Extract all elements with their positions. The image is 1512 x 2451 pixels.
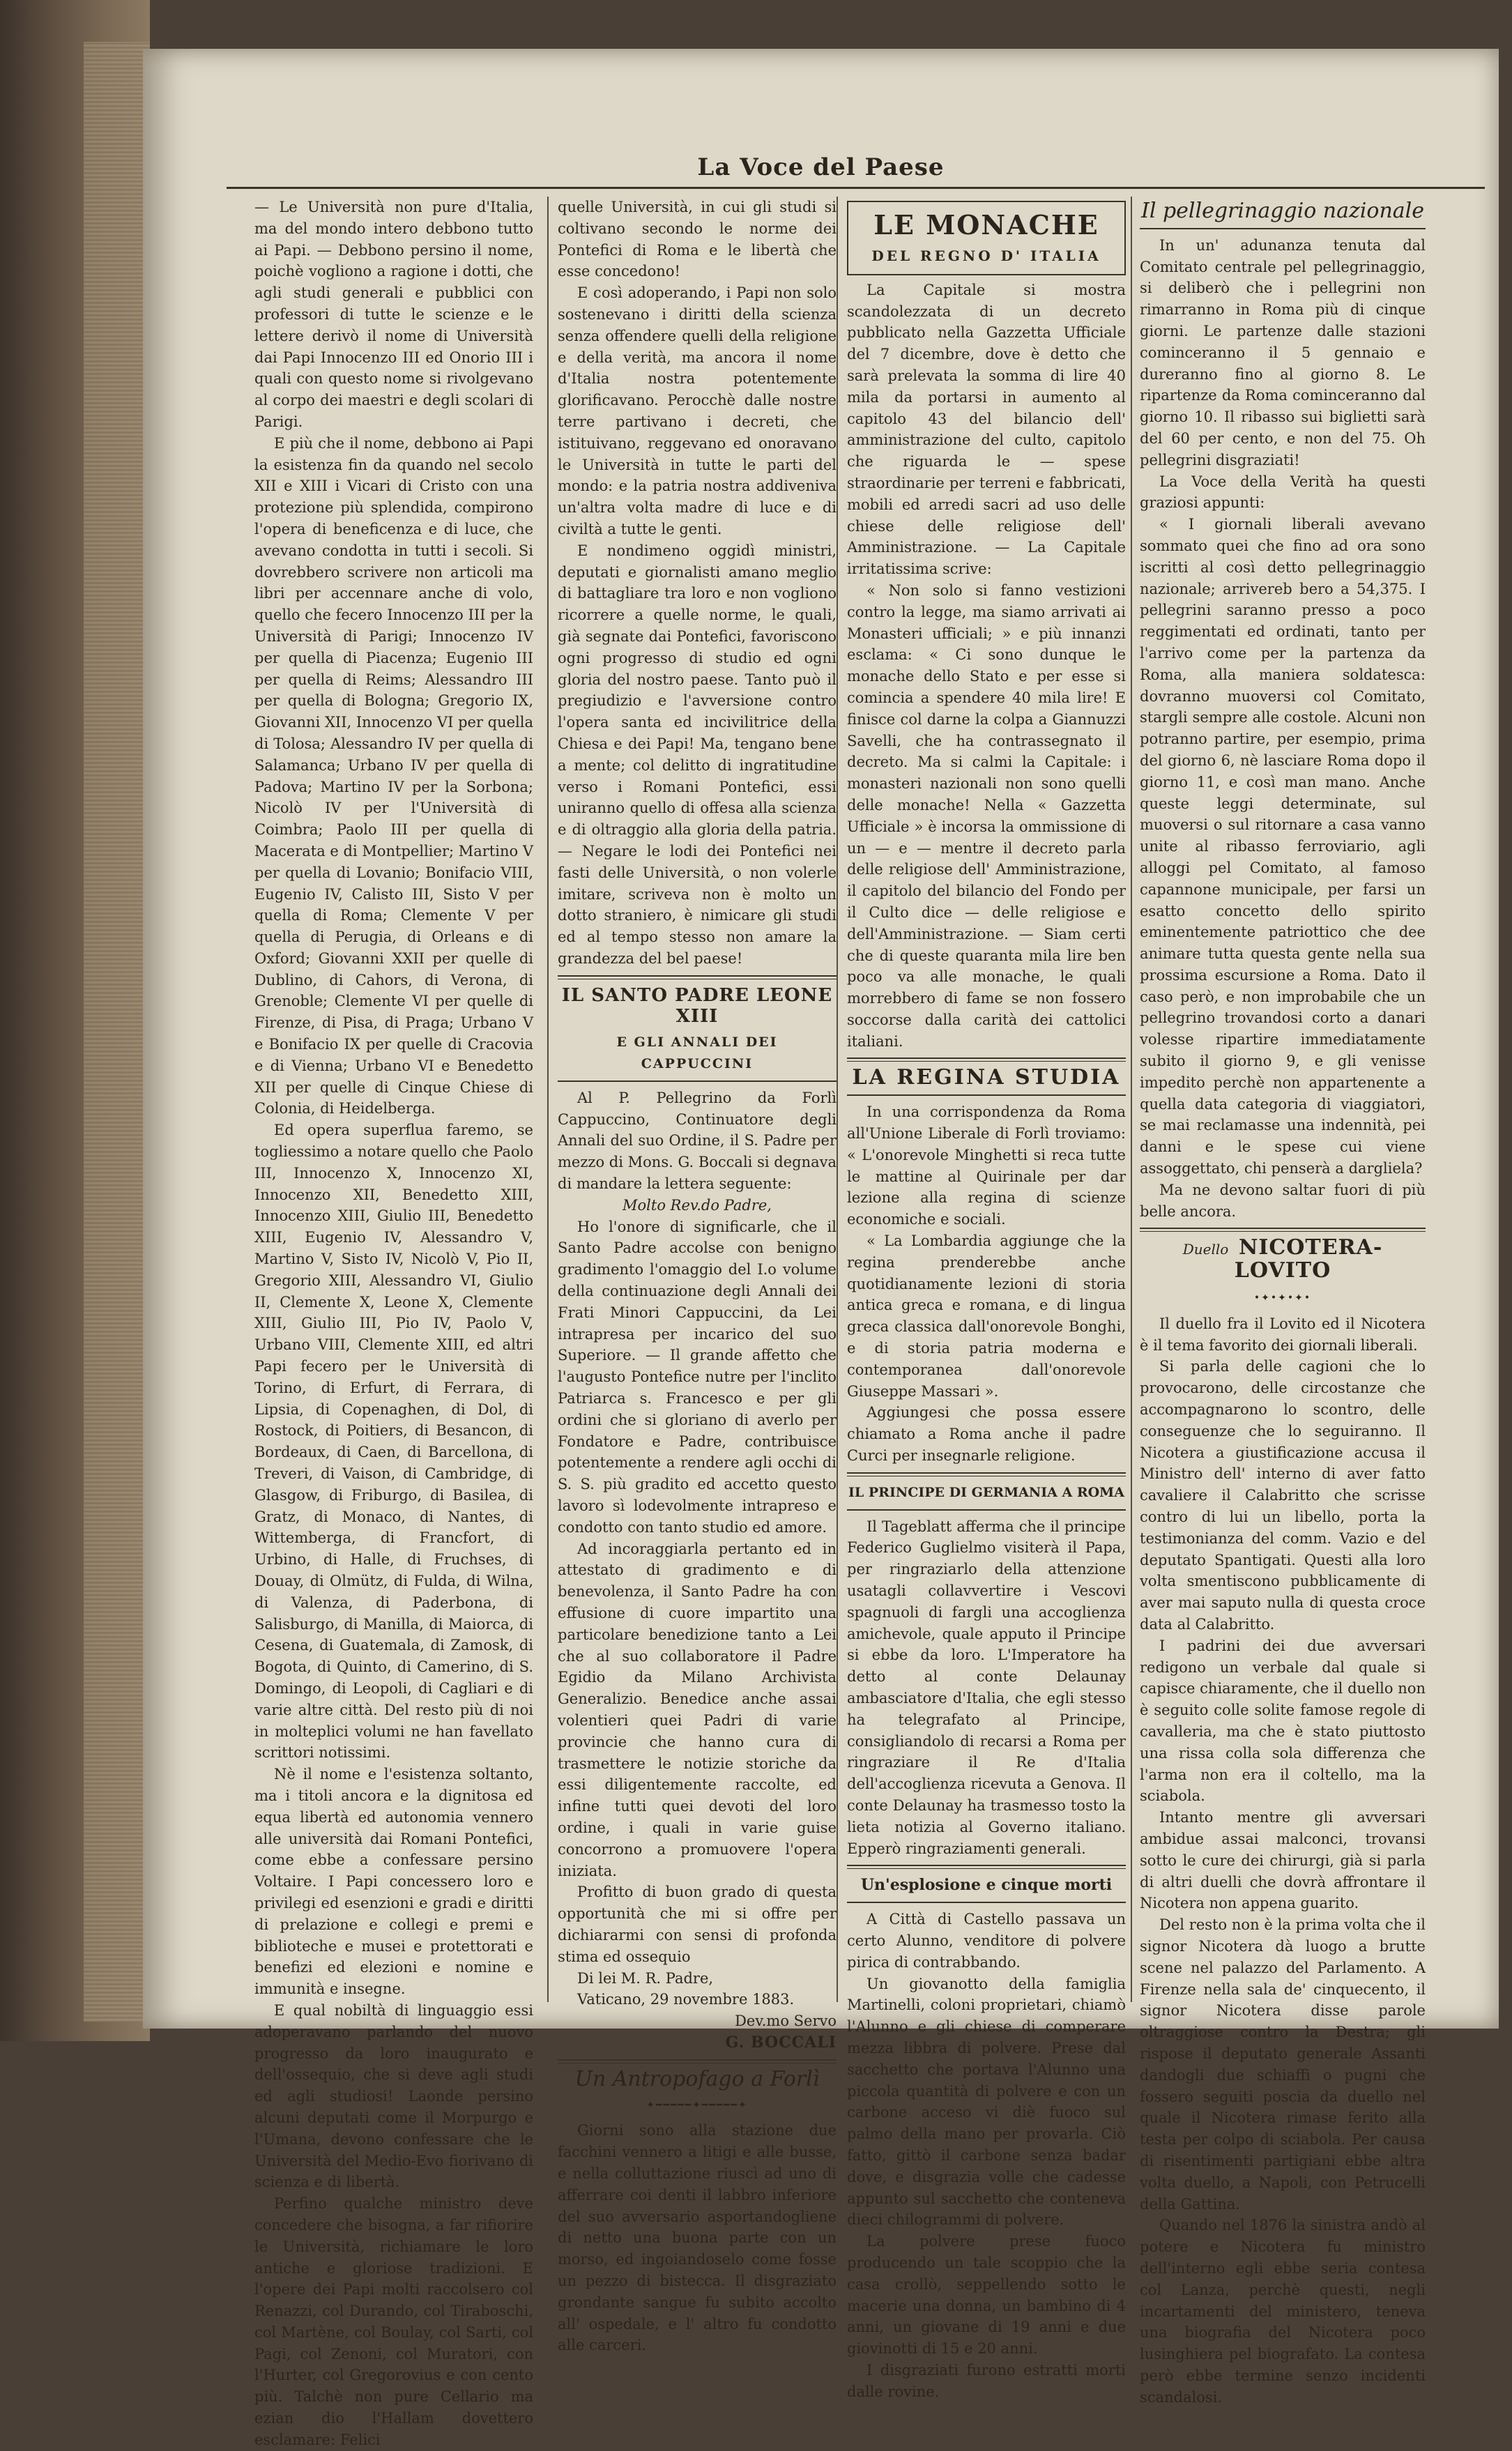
masthead-title: La Voce del Paese <box>697 153 945 181</box>
article-paragraph: Si parla delle cagioni che lo provocarono, delle circostanze che accompagnarono lo scontro, delle conseguenze che lo seguiranno. Il Nicotera a giustificazione accusa il Ministro dell' interno di aver fatto cavaliere il Calabritto che scrisse contro di lui un libello, porta la testimonianza del comm. Vazio e del deputato Spantigati. Questi alla loro volta smentiscono pubblicamente di aver mai saputo nulla di questa croce data al Calabritto. <box>1140 1358 1426 1633</box>
article-paragraph: E più che il nome, debbono ai Papi la esistenza fin da quando nel secolo XII e XIII i Vicari di Cristo con una protezione più splendida, compirono l'opera di beneficenza e di luce, che avevano condotta in tutti i secoli. Si dovrebbero scrivere non articoli ma libri per accennare anche di volo, quello che fecero Innocenzo III per la Università di Parigi; Innocenzo IV per quella di Piacenza; Eugenio III per quella di Reims; Alessandro III per quella di Bologna; Gregorio IX, Giovanni XII, Innocenzo VI per quella di Tolosa; Alessandro IV per quella di Salamanca; Urbano IV per quella di Padova; Martino IV per la Sorbona; Nicolò IV per l'Università di Coimbra; Paolo III per quella di Macerata e di Montpellier; Martino V per quella di Lovanio; Bonifacio VIII, Eugenio IV, Calisto III, Sisto V per quella di Roma; Clemente V per quella di Perugia, di Orleans e di Oxford; Giovanni XXII per quelle di Dublino, di Cahors, di Verona, di Grenoble; Clemente VI per quelle di Firenze, di Pisa, di Praga; Urbano V e Bonifacio IX per quelle di Cracovia e di Vienna; Urbano VI e Benedetto XII per quelle di Cinque Chiese di Colonia, di Heidelberga. <box>254 434 534 1117</box>
article-paragraph: A Città di Castello passava un certo Alunno, venditore di polvere pirica di contrabbando. <box>847 1911 1126 1971</box>
section-rule <box>558 2059 837 2063</box>
section-rule <box>847 1865 1126 1869</box>
article-paragraph: La polvere prese fuoco producendo un tale scoppio che la casa crollò, seppellendo sotto le macerie una donna, un bambino di 4 anni, un giovane di 19 anni e due giovinotti di 15 e 20 anni. <box>847 2233 1126 2358</box>
duello-label: Duello <box>1182 1241 1229 1258</box>
article-paragraph: Intanto mentre gli avversari ambidue assai malconci, trovansi sotto le cure dei chirurgi, già si parla di altri duelli che dovrà affrontare il Nicotera non appena guarito. <box>1140 1809 1426 1912</box>
ornament: •✦•✦•✦• <box>1253 1292 1312 1304</box>
duello-headline <box>1140 1237 1426 1283</box>
article-paragraph: Un giovanotto della famiglia Martinelli, coloni proprietari, chiamò l'Alunno e gli chiese di comperare mezza libbra di polvere. Prese dal sacchetto che portava l'Alunno una piccola quantità di polvere e con un carbone acceso vi diè fuoco sul palmo della mano per provarla. Ciò fatto, gittò il carbone senza badar dove, e disgrazia volle che cadesse appunto sul sacchetto che conteneva dieci chilogrammi di polvere. <box>847 1975 1126 2229</box>
article-paragraph: Ho l'onore di significarle, che il Santo Padre accolse con benigno gradimento l'omaggio del I.o volume della continuazione degli Annali dei Frati Minori Cappuccini, da Lei intrapresa per incarico del suo Superiore. — Il grande affetto che l'augusto Pontefice nutre per l'inclito Patriarca s. Francesco e per gli ordini che si gloriano di averlo per Fondatore e Padre, contribuisce potentemente a rendere agli occhi di S. S. più gradito ed accetto questo lavoro sì lodevolmente intrapreso e condotto con tanto studio ed amore. <box>558 1218 837 1536</box>
esplosione-headline: Un'esplosione e cinque morti <box>860 1876 1113 1895</box>
article-paragraph: Ad incoraggiarla pertanto ed in attestato di gradimento e di benevolenza, il Santo Padre ha con effusione di cuore impartito una particolare benedizione tanto a Lei che al suo collaboratore il Padre Egidio da Milano Archivista Generalizio. Benedice anche assai volentieri quei Padri di varie provincie che hanno cura di trasmettere le notizie storiche da essi diligentemente raccolte, ed infine tutti quei devoti del loro ordine, i quali in varie guise concorrono a promuovere l'opera iniziata. <box>558 1540 837 1879</box>
article-paragraph: I disgraziati furono estratti morti dalle rovine. <box>847 2361 1126 2400</box>
article-paragraph: quelle Università, in cui gli studi si coltivano secondo le norme dei Pontefici di Roma e le libertà che esse concedono! <box>558 199 837 280</box>
article-paragraph: Perfino qualche ministro deve concedere che bisogna, a far rifiorire le Università, richiamare le loro antiche e gloriose tradizioni. E l'opere dei Papi molti raccolsero col Renazzi, col Durando, col Tiraboschi, col Martène, col Boulay, col Sarti, col Pagi, col Zenoni, col Muratori, con l'Hurter, col Gregorovius e con cento più. Talchè non pure Cellario ma ezian dio l'Hallam dovettero esclamare: Felici <box>254 2195 533 2448</box>
article-paragraph: Ed opera superflua faremo, se togliessimo a notare quello che Paolo III, Innocenzo X, Innocenzo XI, Innocenzo XII, Benedetto XIII, Innocenzo XIII, Giulio III, Benedetto XIII, Eugenio IV, Alessandro V, Martino V, Sisto IV, Nicolò V, Pio II, Gregorio XIII, Alessandro VI, Giulio II, Clemente X, Leone X, Clemente XIII, Giulio III, Pio IV, Paolo V, Urbano VIII, Clemente XIII, ed altri Papi fecero per le Università di Torino, di Erfurt, di Ferrara, di Lipsia, di Copenaghen, di Dol, di Rostock, di Poitiers, di Besancon, di Bordeaux, di Caen, di Barcellona, di Treveri, di Vaison, di Cambridge, di Glasgow, di Friburgo, di Basilea, di Gratz, di Monaco, di Nantes, di Wittemberga, di Francfort, di Urbino, di Halle, di Fruchses, di Douay, di Olmütz, di Fulda, di Wilna, di Valenza, di Paderbona, di Salisburgo, di Manilla, di Maiorca, di Cesena, di Guatemala, di Zamosk, di Bogota, di Quinto, di Camerino, di S. Domingo, di Leopoli, di Cagliari e di varie altre città. Del resto più di noi in molteplici volumi ne han favellato scrittori notissimi. <box>254 1122 533 1762</box>
section-rule <box>558 1081 837 1082</box>
section-rule <box>1140 228 1426 229</box>
article-paragraph: Il duello fra il Lovito ed il Nicotera è il tema favorito dei giornali liberali. <box>1140 1315 1426 1354</box>
article-paragraph: Del resto non è la prima volta che il signor Nicotera dà luogo a brutte scene nel palazzo del Parlamento. A Firenze nella sala de' cinquecento, il signor Nicotera disse parole oltraggiose contro la Destra; gli rispose il deputato generale Assanti dandogli due schiaffi o pugni che fossero seguiti poscia da duello nel quale il Nicotera rimase ferito alla testa per colpo di sciabola. Per causa di risentimenti partigiani ebbe altra volta duello, a Napoli, con Petrucelli della Gattina. <box>1140 1916 1426 2213</box>
column-rule <box>837 197 838 2002</box>
letter-place-date: Vaticano, 29 novembre 1883. <box>577 1991 795 2008</box>
article-paragraph: La Capitale si mostra scandolezzata di un decreto pubblicato nella Gazzetta Ufficiale del 7 dicembre, dove è detto che sarà prelevata la somma di lire 40 mila da portarsi in aumento al capitolo 43 del bilancio dell' amministrazione del culto, capitolo che riguarda le — spese straordinarie per terreni e fabbricati, mobili ed arredi sacri ad uso delle chiese delle religiose dell' Amministrazione. — La Capitale irritatissima scrive: <box>847 281 1126 578</box>
article-paragraph: E qual nobiltà di linguaggio essi adoperavano parlando del nuovo progresso da loro inaugurato e dell'ossequio, che si deve agli studi ed agli studiosi! Laonde persino alcuni deputati come il Morpurgo e l'Umana, devono confessare che le Università del Medio-Evo fiorivano di scienza e di libertà. <box>254 2001 533 2191</box>
article-paragraph: Quando nel 1876 la sinistra andò al potere e Nicotera fu ministro dell'interno egli ebbe seria contesa col Lanza, perchè questi, negli incartamenti del ministero, teneva una biografia del Nicotera poco lusinghiera pel biografato. La contesa però ebbe termine senzo incidenti scandalosi. <box>1140 2217 1426 2406</box>
ornament: ✦━━━━━✦━━━━━✦ <box>646 2099 748 2111</box>
article-paragraph: La Voce della Verità ha questi graziosi appunti: <box>1140 473 1426 512</box>
article-paragraph: In un' adunanza tenuta dal Comitato centrale pel pellegrinaggio, si deliberò che i pellegrini non rimarranno in Roma più di cinque giorni. Le partenze dalle stazioni cominceranno il 5 gennaio e dureranno fino al giorno 8. Le ripartenze da Roma cominceranno dal giorno 10. Il ribasso sui biglietti sarà del 60 per cento, e non del 75. Oh pellegrini disgraziati! <box>1140 236 1426 468</box>
regina-headline: LA REGINA STUDIA <box>852 1065 1121 1090</box>
article-paragraph: I padrini dei due avversari redigono un verbale dal quale si capisce chiaramente, che il duello non è seguito colle solite famose regole di cavalleria, ma che è stato piuttosto una rissa colla sola differenza che l'arma non era il coltello, ma la sciabola. <box>1140 1637 1426 1805</box>
section-rule <box>847 1472 1126 1476</box>
article-paragraph: Aggiungesi che possa essere chiamato a Roma anche il padre Curci per insegnarle religione. <box>847 1404 1126 1465</box>
article-paragraph: « La Lombardia aggiunge che la regina prenderebbe anche quotidianamente lezioni di storia antica greca e romana, e di lingua greca classica dall'onorevole Bonghi, e di storia patria moderna e contemporanea dall'onorevole Giuseppe Massari ». <box>847 1232 1126 1400</box>
column-4 <box>1140 197 1426 2406</box>
article-paragraph: E così adoperando, i Papi non solo sostenevano i diritti della scienza senza offendere quelli della religione e della verità, ma ancora il nome d'Italia nostra potentemente glorificavano. Perocchè dalle nostre terre partivano i decreti, che istituivano, reggevano ed onoravano le Università in tutte le parti del mondo: e la patria nostra addiveniva un'altra volta madre di luce e di civiltà a tutte le genti. <box>558 284 837 537</box>
monache-subheadline: DEL REGNO D' ITALIA <box>871 247 1101 264</box>
monache-headline: LE MONACHE <box>873 209 1099 240</box>
column-1 <box>254 197 534 2448</box>
article-paragraph: E nondimeno oggidì ministri, deputati e giornalisti amano meglio di battagliare tra loro e non vogliono ricorrere a quelle norme, le quali, già segnate dai Pontefici, favoriscono ogni progresso di studio ed ogni gloria del nostro paese. Tanto può il pregiudizio e l'avversione contro l'opera santa ed incivilitrice della Chiesa e dei Papi! Ma, tengano bene a mente; col delitto di ingratitudine verso i Romani Pontefici, essi uniranno quello di offesa alla scienza e di oltraggio alla gloria della patria. — Negare le lodi dei Pontefici nei fasti delle Università, o non volerle imitare, scriveva non è molto un dotto straniero, è nimicare gli studi ed al tempo stesso non amare la grandezza del bel paese! <box>558 542 837 967</box>
section-rule <box>847 1057 1126 1062</box>
letter-servo: Dev.mo Servo <box>735 2013 837 2030</box>
section-rule <box>847 1094 1126 1096</box>
monache-headline-box <box>847 201 1126 275</box>
leone-headline: IL SANTO PADRE LEONE XIII <box>561 984 833 1028</box>
letter-salutation: Molto Rev.do Padre, <box>623 1196 772 1214</box>
article-paragraph: Nè il nome e l'esistenza soltanto, ma i titoli ancora e la dignitosa ed equa libertà ed autonomia vennero alle università dai Romani Pontefici, come ebbe a confessare persino Voltaire. I Papi concessero loro e privilegi ed esenzioni e gradi e diritti di prelazione e collegi e premi e biblioteche e musei e protettorati e benefizi ed elezioni e nomine e immunità e insegne. <box>254 1766 533 1998</box>
column-2 <box>558 197 837 2354</box>
article-paragraph: Profitto di buon grado di questa opportunità che mi si offre per dichiararmi con sensi di profonda stima ed ossequio <box>558 1884 837 1965</box>
leone-subheadline: E GLI ANNALI DEI CAPPUCCINI <box>616 1034 778 1072</box>
duello-title: NICOTERA-LOVITO <box>1234 1235 1383 1283</box>
page-stack-edge <box>84 42 150 2022</box>
letter-signature: G. BOCCALI <box>725 2033 837 2052</box>
principe-headline: IL PRINCIPE DI GERMANIA A ROMA <box>848 1484 1124 1500</box>
article-paragraph: Giorni sono alla stazione due facchini vennero a litigi e alle busse, e nella colluttazione riuscì ad uno di afferrare coi denti il labbro inferiore del suo avversario asportandogliene di netto una buona parte con un morso, ed ingoiandoselo come fosse un pezzo di bistecca. Il disgraziato grondante sangue fu subito accolto all' ospedale, e l' altro fu condotto alle carceri. <box>558 2122 837 2354</box>
article-paragraph: « Non solo si fanno vestizioni contro la legge, ma siamo arrivati ai Monasteri ufficiali; » e più innanzi esclama: « Ci sono dunque le monache dello Stato e per esse si comincia a spendere 40 mila lire! E finisce col darne la colpa a Giannuzzi Savelli, che ha contrassegnato il decreto. Ma si calmi la Capitale: i monasteri nazionali non sono quelli delle monache! Nella « Gazzetta Ufficiale » è incorsa la ommissione di un — e — mentre il decreto parla delle religiose dell' Amministrazione, il capitolo del bilancio del Fondo per il Culto dice — delle religiose e dell'Amministrazione. — Siam certi che di queste quaranta mila lire ben poco va alle monache, le quali morrebbero di fame se non fossero soccorse dalla carità dei cattolici italiani. <box>847 581 1126 1050</box>
column-rule <box>1131 197 1132 2002</box>
column-3 <box>847 197 1126 2400</box>
article-paragraph: — Le Università non pure d'Italia, ma del mondo intero debbono tutto ai Papi. — Debbono persino il nome, poichè vogliono a ragione i dotti, che agli studi generali e pubblici con professori di tutte le scienze e le lettere derivò il nome di Università dai Papi Innocenzo III ed Onorio III i quali con questo nome si rivolgevano al corpo dei maestri e degli scolari di Parigi. <box>254 199 533 430</box>
section-rule <box>1140 1228 1426 1232</box>
antropofago-headline: Un Antropofago a Forlì <box>574 2066 820 2091</box>
pellegrinaggio-headline: Il pellegrinaggio nazionale <box>1140 199 1425 223</box>
section-rule <box>847 1509 1126 1511</box>
newspaper-page <box>143 49 1499 2448</box>
article-paragraph: Ma ne devono saltar fuori di più belle ancora. <box>1140 1181 1426 1220</box>
letter-closing: Di lei M. R. Padre, <box>577 1969 714 1987</box>
article-paragraph: Al P. Pellegrino da Forlì Cappuccino, Continuatore degli Annali del suo Ordine, il S. Padre per mezzo di Mons. G. Boccali si degnava di mandare la lettera seguente: <box>558 1089 837 1193</box>
article-paragraph: « I giornali liberali avevano sommato quei che fino ad ora sono iscritti al così detto pellegrinaggio nazionale; arrivereb bero a 54,375. I pellegrini saranno presso a poco reggimentati ed ordinati, tanto per l'arrivo come per la partenza da Roma, alla maniera soldatesca: dovranno muoversi col Comitato, stargli sempre alle costole. Alcuni non potranno partire, per esempio, prima del giorno 6, nè lasciare Roma dopo il giorno 11, e così man mano. Anche queste leggi determinate, sul muoversi o sul ritornare a casa vanno unite al ribasso ferroviario, agli alloggi pel Comitato, al famoso capannone municipale, per farsi un esatto concetto dello spirito eminentemente patriottico che dee animare tutta questa gente nella sua prossima escursione a Roma. Dato il caso però, e non improbabile che un pellegrino trovandosi corto a danari volesse ripartire immediatamente subito il giorno 9, e gli venisse impedito perchè non appartenente a quella data categoria di viaggiatori, se mai reclamasse una indennità, pei danni e le spese cui viene assoggettato, chi penserà a dargliela? <box>1140 516 1426 1177</box>
article-paragraph: In una corrispondenza da Roma all'Unione Liberale di Forlì troviamo: « L'onorevole Minghetti si reca tutte le mattine al Quirinale per dar lezione alla regina di scienze economiche e sociali. <box>847 1104 1126 1228</box>
section-rule <box>558 975 837 979</box>
article-paragraph: Il Tageblatt afferma che il principe Federico Guglielmo visiterà il Papa, per ringraziarlo della attenzione usatagli collavvertire i Vescovi spagnuoli di fargli una accoglienza amichevole, quale apputo il Principe si ebbe da loro. L'Imperatore ha detto al conte Delaunay ambasciatore d'Italia, che egli stesso ha telegrafato al Principe, consigliandolo di recarsi a Roma per ringraziare il Re d'Italia dell'accoglienza ricevuta a Genova. Il conte Delaunay ha trasmesso tosto la lieta notizia al Governo italiano. Epperò ringraziamenti generali. <box>847 1518 1126 1857</box>
section-rule <box>847 1902 1126 1903</box>
column-rule <box>547 197 549 2002</box>
header-rule <box>227 187 1485 189</box>
